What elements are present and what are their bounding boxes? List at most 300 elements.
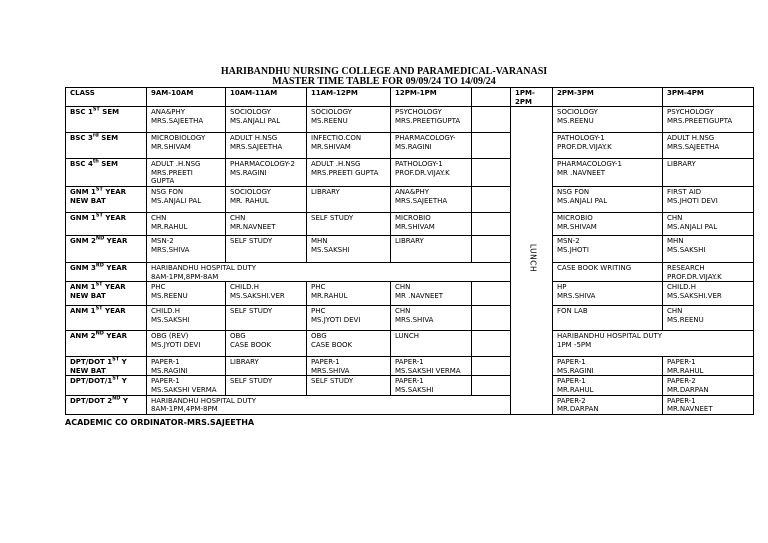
class-suffix: Y	[120, 396, 128, 405]
table-row	[66, 107, 754, 133]
cell-line: OBG (REV)	[151, 332, 189, 341]
cell-line: SOCIOLOGY	[311, 108, 352, 117]
period-cell	[663, 159, 754, 187]
cell-line: MICROBIO	[557, 213, 593, 222]
duty-cell	[147, 262, 511, 281]
period-cell	[472, 376, 511, 395]
cell-line: ADULT .H.NSG	[151, 160, 201, 169]
cell-line: PAPER-1	[557, 377, 586, 386]
class-batch: NEW BAT	[70, 196, 106, 205]
cell-line: MRS.PREETIGUPTA	[667, 116, 733, 125]
class-cell	[66, 159, 147, 187]
cell-line: CASE BOOK WRITING	[557, 263, 632, 272]
cell-line: FON LAB	[557, 307, 588, 316]
cell-line: PROF.DR.VIJAY.K	[395, 168, 450, 177]
lunch-cell	[511, 107, 553, 415]
cell-line: PHARMACOLOGY-2	[230, 160, 295, 169]
cell-line: MR .NAVNEET	[395, 291, 444, 300]
table-row	[66, 331, 754, 357]
cell-line: MR.NAVNEET	[667, 405, 713, 414]
period-cell	[147, 282, 226, 306]
period-cell	[226, 331, 307, 357]
cell-line: CHN	[667, 213, 683, 222]
period-cell	[391, 133, 472, 159]
period-cell	[307, 235, 391, 262]
column-header-label: 11AM-12PM	[311, 89, 358, 97]
column-header-label: 12PM-1PM	[395, 89, 437, 97]
cell-line: PSYCHOLOGY	[395, 108, 442, 117]
cell-line: MR.DARPAN	[667, 385, 709, 394]
cell-line: PATHOLOGY-1	[557, 134, 605, 143]
period-cell	[553, 235, 663, 262]
table-row	[66, 186, 754, 212]
class-suffix: YEAR	[103, 263, 128, 272]
period-cell	[147, 376, 226, 395]
column-header-label: CLASS	[70, 89, 95, 97]
cell-line: LIBRARY	[311, 187, 340, 196]
column-header	[226, 88, 307, 107]
cell-line: MS.SAKSHI VERMA	[395, 366, 461, 375]
class-name: ANM 2	[70, 332, 96, 341]
period-cell	[553, 212, 663, 235]
class-suffix: SEM	[99, 108, 120, 117]
cell-line: SELF STUDY	[311, 213, 354, 222]
cell-line: MS.SAKSHI.VER	[667, 291, 722, 300]
class-ordinal: rd	[92, 132, 99, 139]
duty-cell	[147, 395, 511, 414]
cell-line: LUNCH	[395, 332, 420, 341]
period-cell	[663, 235, 754, 262]
period-cell	[307, 282, 391, 306]
cell-line: MS.RAGINI	[395, 142, 432, 151]
period-cell	[553, 186, 663, 212]
cell-line: PHARMACOLOGY-1	[557, 160, 622, 169]
cell-line: SELF STUDY	[230, 307, 273, 316]
cell-line: HP	[557, 283, 567, 292]
cell-line: MS.SAKSHI VERMA	[151, 385, 217, 394]
cell-line: NSG FON	[151, 187, 184, 196]
cell-line: OBG	[311, 332, 327, 341]
period-cell	[307, 306, 391, 331]
cell-line: MS.RAGINI	[557, 366, 594, 375]
cell-line: MRS.PREETIGUPTA	[395, 116, 461, 125]
class-suffix: Y	[119, 377, 127, 386]
period-cell	[553, 159, 663, 187]
class-suffix: YEAR	[102, 187, 127, 196]
cell-line: ADULT .H.NSG	[311, 160, 361, 169]
class-cell	[66, 331, 147, 357]
period-cell	[147, 306, 226, 331]
cell-line: MR.DARPAN	[557, 405, 599, 414]
class-cell	[66, 282, 147, 306]
class-cell	[66, 133, 147, 159]
cell-line: MRS.SHIVA	[557, 291, 596, 300]
class-name: GNM 3	[70, 263, 96, 272]
cell-line: SELF STUDY	[230, 236, 273, 245]
cell-line: MRS.SAJEETHA	[230, 142, 283, 151]
college-title: HARIBANDHU NURSING COLLEGE AND PARAMEDICAL-VARANASI	[220, 66, 548, 77]
period-cell	[663, 212, 754, 235]
period-cell	[307, 186, 391, 212]
period-cell	[663, 357, 754, 376]
column-header-label: 3PM-4PM	[667, 89, 704, 97]
cell-line: SELF STUDY	[230, 377, 273, 386]
period-cell	[472, 133, 511, 159]
table-row	[66, 159, 754, 187]
period-cell	[307, 159, 391, 187]
cell-line: MS.RAGINI	[230, 168, 267, 177]
class-cell	[66, 306, 147, 331]
period-cell	[472, 357, 511, 376]
column-header-label: 2PM-3PM	[557, 89, 594, 97]
period-cell	[391, 186, 472, 212]
period-cell	[663, 306, 754, 331]
period-cell	[553, 262, 663, 281]
period-cell	[472, 282, 511, 306]
period-cell	[147, 212, 226, 235]
cell-line: MRS.PREETI	[151, 168, 193, 177]
table-row	[66, 306, 754, 331]
period-cell	[472, 306, 511, 331]
cell-line: SOCIOLOGY	[230, 108, 271, 117]
period-cell	[226, 186, 307, 212]
column-header	[553, 88, 663, 107]
period-cell	[147, 186, 226, 212]
class-ordinal: ST	[112, 376, 120, 383]
class-name: BSC 3	[70, 134, 93, 143]
period-cell	[663, 186, 754, 212]
cell-line: CHN	[667, 307, 683, 316]
cell-line: MR.RAHUL	[667, 366, 704, 375]
period-cell	[226, 357, 307, 376]
cell-line: CASE BOOK	[230, 340, 272, 349]
cell-line: ADULT H.NSG	[230, 134, 278, 143]
column-header-label: 10AM-11AM	[230, 89, 278, 97]
cell-line: MRS.PREETI GUPTA	[311, 168, 379, 177]
period-cell	[663, 282, 754, 306]
period-cell	[391, 331, 472, 357]
cell-line: 8AM-1PM,8PM-8AM	[151, 272, 219, 281]
period-cell	[226, 133, 307, 159]
cell-line: MSN-2	[557, 236, 580, 245]
cell-line: ANA&PHY	[395, 187, 430, 196]
period-cell	[663, 376, 754, 395]
period-cell	[663, 395, 754, 414]
period-cell	[553, 133, 663, 159]
class-cell	[66, 262, 147, 281]
cell-line: CHN	[395, 307, 411, 316]
cell-line: PAPER-1	[667, 358, 696, 367]
cell-line: MR.SHIVAM	[311, 142, 351, 151]
period-cell	[307, 376, 391, 395]
cell-line: PHARMACOLOGY-	[395, 134, 456, 143]
class-ordinal: RD	[95, 262, 104, 269]
class-ordinal: ST	[95, 281, 103, 288]
period-cell	[147, 159, 226, 187]
period-cell	[147, 235, 226, 262]
period-cell	[307, 212, 391, 235]
class-batch: NEW BAT	[70, 291, 106, 300]
table-row	[66, 357, 754, 376]
class-suffix: YEAR	[102, 307, 126, 316]
table-row	[66, 395, 754, 414]
period-cell	[472, 107, 511, 133]
class-cell	[66, 395, 147, 414]
class-name: BSC 1	[70, 108, 93, 117]
period-cell	[391, 212, 472, 235]
cell-line: MS.SAKSHI.VER	[230, 291, 285, 300]
class-name: GNM 1	[70, 187, 96, 196]
class-name: DPT/DOT/1	[70, 377, 113, 386]
cell-line: PHC	[311, 307, 326, 316]
period-cell	[391, 306, 472, 331]
cell-line: CHILD.H	[667, 283, 696, 292]
class-ordinal: ND	[95, 235, 105, 242]
class-ordinal: ST	[95, 305, 103, 312]
class-ordinal: th	[92, 158, 99, 165]
cell-line: PROF.DR.VIJAY.K	[667, 272, 722, 281]
class-ordinal: ST	[92, 106, 100, 113]
cell-line: LIBRARY	[667, 160, 696, 169]
class-name: GNM 2	[70, 236, 96, 245]
cell-line: MS.REENU	[311, 116, 348, 125]
period-cell	[226, 159, 307, 187]
cell-line: GUPTA	[151, 177, 175, 186]
cell-line: LIBRARY	[395, 236, 424, 245]
table-row	[66, 282, 754, 306]
cell-line: ADULT H.NSG	[667, 134, 715, 143]
period-cell	[307, 107, 391, 133]
class-batch: NEW BAT	[70, 366, 106, 375]
cell-line: MS.SAKSHI	[667, 245, 706, 254]
cell-line: SOCIOLOGY	[557, 108, 598, 117]
cell-line: FIRST AID	[667, 187, 702, 196]
cell-line: PAPER-1	[557, 358, 586, 367]
class-suffix: YEAR	[104, 236, 128, 245]
column-header	[391, 88, 472, 107]
period-cell	[226, 306, 307, 331]
cell-line: CHN	[395, 283, 411, 292]
cell-line: CHN	[151, 213, 167, 222]
cell-line: CHILD.H	[151, 307, 180, 316]
class-name: BSC 4	[70, 160, 93, 169]
class-ordinal: ND	[112, 395, 121, 402]
duty-cell	[553, 331, 754, 357]
class-cell	[66, 107, 147, 133]
table-row	[66, 133, 754, 159]
period-cell	[147, 133, 226, 159]
period-cell	[226, 212, 307, 235]
column-header	[511, 88, 553, 107]
class-name: DPT/DOT 2	[70, 396, 113, 405]
period-cell	[391, 107, 472, 133]
cell-line: PAPER-2	[667, 377, 696, 386]
period-cell	[391, 159, 472, 187]
cell-line: PAPER-2	[557, 396, 586, 405]
cell-line: CASE BOOK	[311, 340, 353, 349]
cell-line: OBG	[230, 332, 246, 341]
cell-line: MS.ANJALI PAL	[557, 196, 608, 205]
cell-line: MS.ANJALI PAL	[230, 116, 281, 125]
cell-line: MHN	[667, 236, 684, 245]
cell-line: SOCIOLOGY	[230, 187, 271, 196]
cell-line: MS.REENU	[667, 315, 704, 324]
period-cell	[391, 235, 472, 262]
class-ordinal: ST	[112, 356, 120, 363]
cell-line: PHC	[151, 283, 166, 292]
cell-line: 1PM -5PM	[557, 340, 592, 349]
cell-line: CHILD.H	[230, 283, 259, 292]
header-row	[66, 88, 754, 107]
cell-line: MSN-2	[151, 236, 174, 245]
master-timetable	[65, 87, 754, 415]
class-ordinal: ST	[95, 212, 103, 219]
table-row	[66, 235, 754, 262]
cell-line: PROF.DR.VIJAY.K	[557, 142, 612, 151]
cell-line: MR.RAHUL	[151, 222, 188, 231]
class-name: GNM 1	[70, 213, 96, 222]
cell-line: MR.SHIVAM	[151, 142, 191, 151]
academic-coordinator: ACADEMIC CO ORDINATOR-MRS.SAJEETHA	[65, 418, 255, 427]
period-cell	[226, 376, 307, 395]
class-cell	[66, 235, 147, 262]
column-header	[66, 88, 147, 107]
period-cell	[553, 282, 663, 306]
cell-line: PAPER-1	[151, 358, 180, 367]
period-cell	[147, 107, 226, 133]
column-header	[472, 88, 511, 107]
period-cell	[553, 107, 663, 133]
cell-line: PAPER-1	[395, 358, 424, 367]
period-cell	[307, 133, 391, 159]
class-name: ANM 1	[70, 307, 96, 316]
cell-line: PAPER-1	[151, 377, 180, 386]
column-header-label: 1PM-2PM	[515, 89, 535, 106]
period-cell	[226, 235, 307, 262]
cell-line: CHN	[230, 213, 246, 222]
period-cell	[553, 357, 663, 376]
period-cell	[553, 395, 663, 414]
period-cell	[663, 133, 754, 159]
column-header	[307, 88, 391, 107]
cell-line: MRS.SHIVA	[151, 245, 190, 254]
class-suffix: SEM	[98, 134, 119, 143]
cell-line: MR.RAHUL	[557, 385, 594, 394]
table-row	[66, 212, 754, 235]
period-cell	[472, 212, 511, 235]
period-cell	[472, 159, 511, 187]
cell-line: PAPER-1	[311, 358, 340, 367]
cell-line: MRS.SAJEETHA	[395, 196, 448, 205]
cell-line: MICROBIOLOGY	[151, 134, 206, 143]
class-cell	[66, 212, 147, 235]
cell-line: MR. RAHUL	[230, 196, 269, 205]
cell-line: MR.SHIVAM	[557, 222, 597, 231]
class-cell	[66, 357, 147, 376]
class-suffix: SEM	[98, 160, 119, 169]
table-row	[66, 262, 754, 281]
cell-line: MS.JYOTI DEVI	[151, 340, 201, 349]
cell-line: NSG FON	[557, 187, 590, 196]
cell-line: RESEARCH	[667, 263, 705, 272]
cell-line: SELF STUDY	[311, 377, 354, 386]
cell-line: MS.SAKSHI	[395, 385, 434, 394]
class-ordinal: ST	[95, 186, 103, 193]
cell-line: HARIBANDHU HOSPITAL DUTY	[151, 396, 257, 405]
cell-line: MS.ANJALI PAL	[151, 196, 202, 205]
cell-line: ANA&PHY	[151, 108, 186, 117]
cell-line: PAPER-1	[395, 377, 424, 386]
period-cell	[226, 107, 307, 133]
cell-line: MS.SAKSHI	[311, 245, 350, 254]
class-cell	[66, 186, 147, 212]
cell-line: MR .NAVNEET	[557, 168, 606, 177]
cell-line: MS.RAGINI	[151, 366, 188, 375]
period-cell	[553, 376, 663, 395]
cell-line: HARIBANDHU HOSPITAL DUTY	[151, 263, 257, 272]
cell-line: PAPER-1	[667, 396, 696, 405]
column-header	[147, 88, 226, 107]
cell-line: MS.ANJALI PAL	[667, 222, 718, 231]
class-name: ANM 1	[70, 283, 96, 292]
cell-line: MS.JYOTI DEVI	[311, 315, 361, 324]
period-cell	[307, 331, 391, 357]
cell-line: INFECTIO.CON	[311, 134, 362, 143]
period-cell	[472, 331, 511, 357]
cell-line: MS.JHOTI DEVI	[667, 196, 718, 205]
cell-line: MS.SAKSHI	[151, 315, 190, 324]
cell-line: MS.JHOTI	[557, 245, 589, 254]
period-cell	[307, 357, 391, 376]
period-cell	[553, 306, 663, 331]
class-ordinal: ND	[95, 330, 104, 337]
cell-line: MHN	[311, 236, 328, 245]
period-cell	[226, 282, 307, 306]
cell-line: PSYCHOLOGY	[667, 108, 714, 117]
period-cell	[391, 357, 472, 376]
cell-line: MRS.SHIVA	[311, 366, 350, 375]
period-cell	[472, 235, 511, 262]
cell-line: MS.REENU	[557, 116, 594, 125]
class-name: DPT/DOT 1	[70, 358, 113, 367]
timetable-subtitle: MASTER TIME TABLE FOR 09/09/24 TO 14/09/24	[272, 76, 496, 87]
period-cell	[147, 357, 226, 376]
column-header	[663, 88, 754, 107]
period-cell	[147, 331, 226, 357]
cell-line: MR.NAVNEET	[230, 222, 276, 231]
cell-line: MR.SHIVAM	[395, 222, 435, 231]
period-cell	[663, 107, 754, 133]
cell-line: MS.REENU	[151, 291, 188, 300]
class-suffix: YEAR	[103, 332, 128, 341]
cell-line: PATHOLOGY-1	[395, 160, 443, 169]
column-header-label: 9AM-10AM	[151, 89, 194, 97]
period-cell	[472, 186, 511, 212]
period-cell	[391, 376, 472, 395]
table-row	[66, 376, 754, 395]
cell-line: MRS.SHIVA	[395, 315, 434, 324]
lunch-label: LUNCH	[528, 244, 538, 273]
cell-line: LIBRARY	[230, 358, 259, 367]
cell-line: MRS.SAJEETHA	[667, 142, 720, 151]
class-suffix: YEAR	[102, 213, 127, 222]
class-suffix: Y	[119, 358, 127, 367]
cell-line: MICROBIO	[395, 213, 431, 222]
cell-line: 8AM-1PM,4PM-8PM	[151, 405, 218, 414]
cell-line: HARIBANDHU HOSPITAL DUTY	[557, 332, 663, 341]
class-suffix: YEAR	[102, 283, 126, 292]
period-cell	[391, 282, 472, 306]
